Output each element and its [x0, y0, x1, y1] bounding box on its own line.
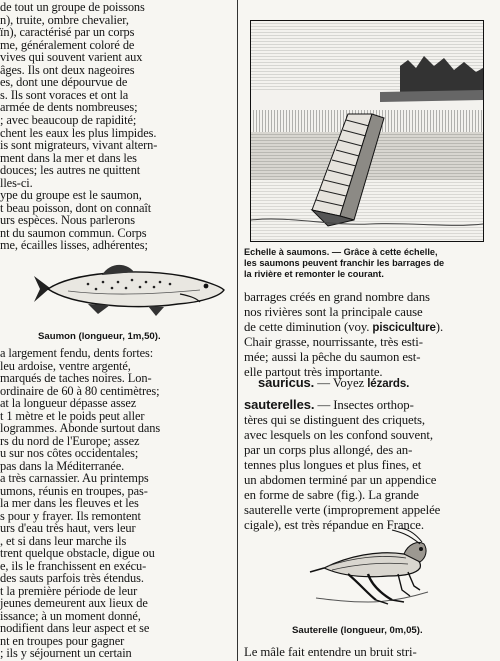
text-line: leu ardoise, ventre argenté, — [0, 358, 131, 373]
text-line: at la longueur dépasse assez — [0, 396, 137, 410]
text-line: urs d'eau très haut, vers leur — [0, 521, 136, 535]
ladder-caption — [244, 247, 444, 280]
text-line: armée de dents nombreuses; — [0, 100, 138, 115]
text-line: âges. Ils ont deux nageoires — [0, 62, 135, 77]
text-line: nt en troupes pour gagner — [0, 633, 125, 648]
salmon-caption: Saumon (longueur, 1m,50). — [38, 331, 161, 342]
text-line: sauterelle verte (improprement appelée — [244, 503, 441, 517]
text-line: ïn), caractérisé par un corps — [0, 25, 135, 40]
text-line: mée; aussi la pêche du saumon est- — [244, 350, 421, 364]
text-line: ordinaire de 60 à 80 centimètres; — [0, 383, 160, 398]
sauricus-entry — [258, 376, 409, 391]
salmon-ladder-engraving-icon — [250, 20, 484, 242]
text-line: t beau poisson, dont on connaît — [0, 200, 152, 215]
text-line: un abdomen terminé par un appendice — [244, 473, 437, 487]
ladder-caption-line: les saumons peuvent franchir les barrages de — [244, 258, 445, 268]
text-line: des sauts parfois très étendus. — [0, 571, 144, 585]
grasshopper-illustration-icon — [308, 528, 434, 610]
text-line: marqués de taches noires. Lon- — [0, 371, 152, 385]
text-line: me, écailles lisses, adhérentes; — [0, 238, 148, 253]
text-line: jeunes demeurent aux lieux de — [0, 596, 148, 610]
text-line: Chair grasse, nourrissante, très esti- — [244, 335, 423, 349]
text-line: ; avec beaucoup de rapidité; — [0, 112, 137, 127]
text-line: t la première période de leur — [0, 583, 138, 598]
text-line: urs espèces. Nous parlerons — [0, 213, 135, 228]
text-line: nos rivières sont la principale cause — [244, 305, 423, 319]
text-line: tères qui se distinguent des criquets, — [244, 413, 426, 427]
text-line: ype du groupe est le saumon, — [0, 188, 142, 203]
text-line: barrages créés en grand nombre dans — [244, 290, 430, 304]
text-line: a largement fendu, dents fortes: — [0, 346, 154, 360]
text-line: de tout un groupe de poissons — [0, 0, 145, 14]
text-line: pas dans la Méditerranée. — [0, 458, 125, 473]
text-line: douces; les autres ne quittent — [0, 163, 141, 178]
text-line: de cette diminution (voy. pisciculture). — [244, 320, 444, 334]
text-line: es, dont une dépourvue de — [0, 75, 128, 90]
text-line: nt du saumon commun. Corps — [0, 225, 147, 240]
text-line: la mer dans les fleuves et les — [0, 496, 139, 510]
text-line: par un corps plus allongé, des an- — [244, 443, 413, 457]
text-line: cigale), est très répandue en France. — [244, 518, 424, 532]
text-line: , et si dans leur marche ils — [0, 533, 127, 548]
text-line: ment dans la mer et dans les — [0, 150, 137, 165]
sauricus-text: — Voyez — [314, 376, 368, 390]
text-line: logrammes. Abonde surtout dans — [0, 421, 161, 435]
sauricus-headword: sauricus. — [258, 375, 315, 390]
text-line: n), truite, ombre chevalier, — [0, 12, 129, 27]
text-line: vives qui souvent varient aux — [0, 50, 143, 65]
lezards-link[interactable]: lézards. — [367, 378, 410, 390]
grasshopper-caption: Sauterelle (longueur, 0m,05). — [292, 625, 423, 636]
text-line: u sur nos côtes occidentales; — [0, 446, 139, 460]
text-line: tennes plus longues et plus fines, et — [244, 458, 422, 472]
column-divider — [237, 0, 238, 661]
text-line: umons, réunis en troupes, pas- — [0, 483, 148, 498]
text-line: e, ils le franchissent en exécu- — [0, 558, 147, 573]
ladder-caption-line: Echelle à saumons. — Grâce à cette échelle, — [244, 247, 438, 257]
ladder-caption-line: la rivière et remonter le courant. — [244, 269, 384, 279]
sauterelles-headword: sauterelles. — [244, 397, 315, 412]
text-line: s pour y frayer. Ils remontent — [0, 508, 141, 523]
text-line: chent les eaux les plus limpides. — [0, 125, 157, 140]
text-line: Le mâle fait entendre un bruit stri- — [244, 645, 417, 659]
text-line: lles-ci. — [0, 175, 33, 190]
sauterelles-text: — Insectes orthop- — [314, 398, 414, 412]
text-line: is sont migrateurs, vivant altern- — [0, 138, 158, 153]
pisciculture-link[interactable]: pisciculture — [372, 322, 436, 334]
text-line: rs du nord de l'Europe; assez — [0, 433, 140, 448]
salmon-illustration-icon — [28, 258, 228, 324]
text-line: issance; à un moment donné, — [0, 608, 141, 623]
sauterelles-first-line — [244, 398, 414, 412]
text-line: a très carnassier. Au printemps — [0, 471, 149, 485]
text-line: elle partout très importante. — [244, 365, 383, 379]
text-line: trent quelque obstacle, digue ou — [0, 546, 155, 560]
text-line: avec lesquels on les confond souvent, — [244, 428, 433, 442]
text-line: me, généralement coloré de — [0, 37, 135, 52]
text-line: ; ils y séjournent un certain — [0, 646, 132, 660]
text-line: en forme de sabre (fig.). La grande — [244, 488, 419, 502]
text-line: s. Ils sont voraces et ont la — [0, 87, 129, 102]
text-line: t 1 mètre et le poids peut aller — [0, 408, 145, 423]
text-line: nodifient dans leur aspect et se — [0, 621, 150, 635]
